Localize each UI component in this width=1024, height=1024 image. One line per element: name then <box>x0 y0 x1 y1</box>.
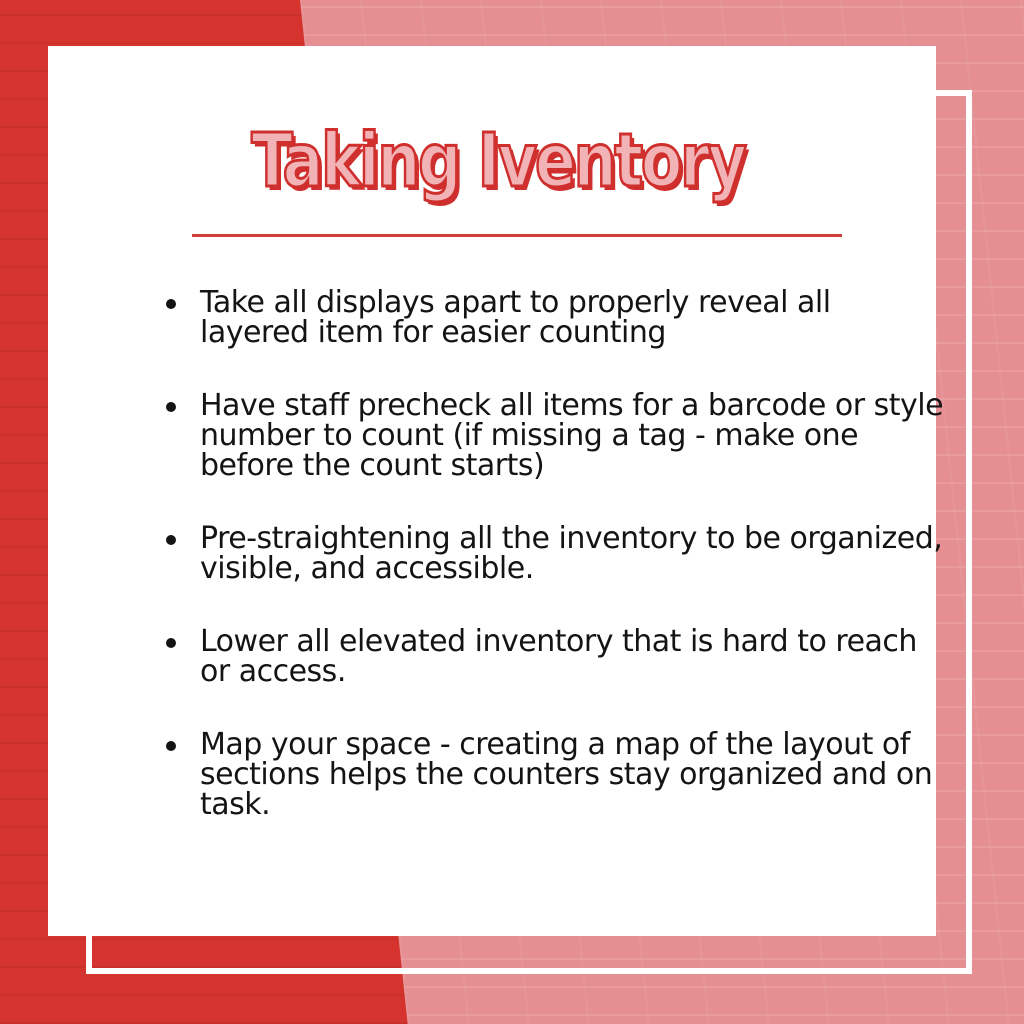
list-item <box>166 388 946 483</box>
bullet-icon <box>166 402 176 412</box>
title-divider <box>192 234 842 237</box>
list-item <box>166 521 946 586</box>
list-item-text: Take all displays apart to properly reveal all layered item for easier counting <box>200 285 831 350</box>
bullet-icon <box>166 741 176 751</box>
tips-list <box>166 285 946 863</box>
page-title: Taking Iventory <box>251 118 745 204</box>
bullet-icon <box>166 299 176 309</box>
content-card <box>48 46 944 936</box>
list-item-text: Have staff precheck all items for a barcode or style number to count (if missing a tag - make one before the count starts) <box>200 388 944 483</box>
list-item-text: Lower all elevated inventory that is hard to reach or access. <box>200 624 917 689</box>
list-item <box>166 285 946 350</box>
list-item-text: Pre-straightening all the inventory to be organized, visible, and accessible. <box>200 521 943 586</box>
list-item <box>166 624 946 689</box>
bullet-icon <box>166 535 176 545</box>
list-item-text: Map your space - creating a map of the layout of sections helps the counters stay organized and on task. <box>200 727 933 822</box>
list-item <box>166 727 946 822</box>
bullet-icon <box>166 638 176 648</box>
